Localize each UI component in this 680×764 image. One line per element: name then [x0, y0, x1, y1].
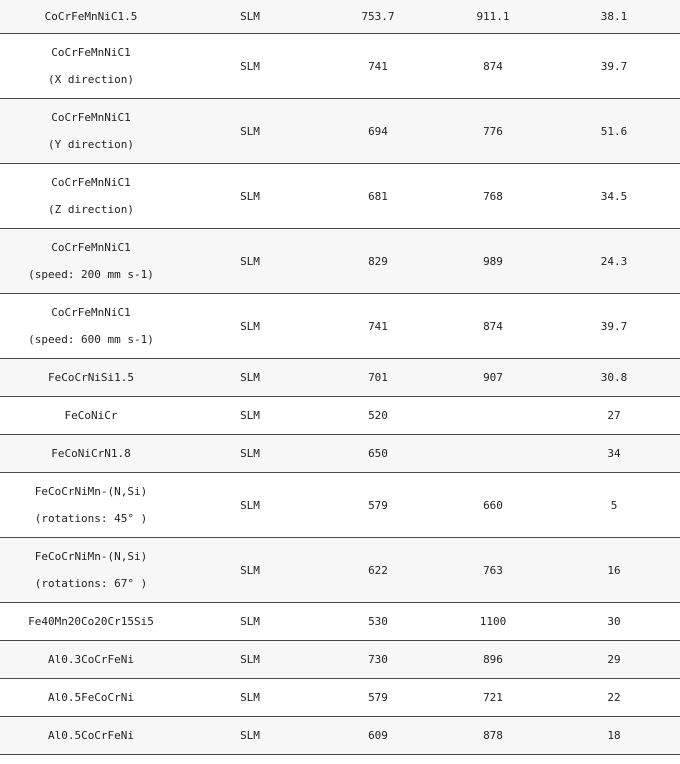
tensile-strength-cell [438, 397, 548, 435]
material-line: Fe40Mn20Co20Cr15Si5 [28, 615, 154, 628]
table-row [0, 229, 680, 294]
material-line: FeCoCrNiMn-(N,Si) [34, 550, 148, 563]
tensile-strength-cell: 768 [438, 164, 548, 229]
material-cell [0, 164, 182, 229]
material-cell [0, 641, 182, 679]
tensile-strength-cell [438, 435, 548, 473]
material-line: CoCrFeMnNiC1 [51, 111, 131, 124]
yield-strength-cell: 681 [318, 164, 438, 229]
yield-strength-cell: 650 [318, 435, 438, 473]
material-cell [0, 435, 182, 473]
material-line: CoCrFeMnNiC1 [51, 241, 131, 254]
table-row [0, 435, 680, 473]
tensile-strength-cell: 911.1 [438, 0, 548, 34]
table-row [0, 164, 680, 229]
material-cell [0, 34, 182, 99]
process-cell: SLM [182, 99, 318, 164]
yield-strength-cell: 579 [318, 473, 438, 538]
material-line: (rotations: 45° ) [34, 512, 148, 525]
material-cell [0, 603, 182, 641]
table-row [0, 717, 680, 755]
material-line: (speed: 600 mm s-1) [28, 333, 154, 346]
material-line: FeCoCrNiMn-(N,Si) [34, 485, 148, 498]
process-cell: SLM [182, 538, 318, 603]
material-cell [0, 473, 182, 538]
process-cell: SLM [182, 0, 318, 34]
process-cell: SLM [182, 435, 318, 473]
material-line: (rotations: 67° ) [34, 577, 148, 590]
table-row [0, 603, 680, 641]
table-row [0, 99, 680, 164]
elongation-cell: 18 [548, 717, 680, 755]
material-line: CoCrFeMnNiC1 [51, 176, 131, 189]
material-line: CoCrFeMnNiC1 [51, 306, 131, 319]
yield-strength-cell: 530 [318, 603, 438, 641]
tensile-strength-cell: 1100 [438, 603, 548, 641]
material-cell [0, 397, 182, 435]
elongation-cell: 16 [548, 538, 680, 603]
yield-strength-cell: 701 [318, 359, 438, 397]
process-cell: SLM [182, 473, 318, 538]
process-cell: SLM [182, 359, 318, 397]
tensile-strength-cell: 989 [438, 229, 548, 294]
elongation-cell: 38.1 [548, 0, 680, 34]
process-cell: SLM [182, 294, 318, 359]
process-cell: SLM [182, 603, 318, 641]
tensile-strength-cell: 776 [438, 99, 548, 164]
process-cell: SLM [182, 641, 318, 679]
material-cell [0, 294, 182, 359]
yield-strength-cell: 730 [318, 641, 438, 679]
elongation-cell: 24.3 [548, 229, 680, 294]
elongation-cell: 51.6 [548, 99, 680, 164]
material-cell [0, 229, 182, 294]
elongation-cell: 27 [548, 397, 680, 435]
yield-strength-cell: 520 [318, 397, 438, 435]
material-cell [0, 0, 182, 34]
yield-strength-cell: 741 [318, 34, 438, 99]
process-cell: SLM [182, 229, 318, 294]
table-row [0, 679, 680, 717]
material-cell [0, 538, 182, 603]
material-line: FeCoNiCrN1.8 [51, 447, 131, 460]
table-row [0, 538, 680, 603]
tensile-strength-cell: 907 [438, 359, 548, 397]
yield-strength-cell: 694 [318, 99, 438, 164]
material-line: Al0.5CoCrFeNi [47, 729, 135, 742]
material-line: (Z direction) [47, 203, 135, 216]
elongation-cell: 39.7 [548, 34, 680, 99]
elongation-cell: 39.7 [548, 294, 680, 359]
material-line: (Y direction) [47, 138, 135, 151]
material-line: Al0.5FeCoCrNi [47, 691, 135, 704]
process-cell: SLM [182, 717, 318, 755]
tensile-strength-cell: 874 [438, 34, 548, 99]
table-row [0, 0, 680, 34]
yield-strength-cell: 829 [318, 229, 438, 294]
table-row [0, 397, 680, 435]
elongation-cell: 30 [548, 603, 680, 641]
process-cell: SLM [182, 679, 318, 717]
table-row [0, 34, 680, 99]
elongation-cell: 34 [548, 435, 680, 473]
material-cell [0, 717, 182, 755]
yield-strength-cell: 622 [318, 538, 438, 603]
yield-strength-cell: 609 [318, 717, 438, 755]
table-row [0, 473, 680, 538]
material-line: (speed: 200 mm s-1) [28, 268, 154, 281]
tensile-strength-cell: 721 [438, 679, 548, 717]
tensile-strength-cell: 763 [438, 538, 548, 603]
process-cell: SLM [182, 34, 318, 99]
yield-strength-cell: 741 [318, 294, 438, 359]
process-cell: SLM [182, 397, 318, 435]
elongation-cell: 30.8 [548, 359, 680, 397]
table-row [0, 641, 680, 679]
material-cell [0, 99, 182, 164]
material-line: Al0.3CoCrFeNi [47, 653, 135, 666]
material-line: (X direction) [47, 73, 135, 86]
process-cell: SLM [182, 164, 318, 229]
material-line: FeCoNiCr [64, 409, 118, 422]
table-row [0, 359, 680, 397]
tensile-strength-cell: 896 [438, 641, 548, 679]
tensile-strength-cell: 874 [438, 294, 548, 359]
elongation-cell: 5 [548, 473, 680, 538]
elongation-cell: 34.5 [548, 164, 680, 229]
table-row [0, 294, 680, 359]
material-cell [0, 359, 182, 397]
tensile-strength-cell: 878 [438, 717, 548, 755]
yield-strength-cell: 579 [318, 679, 438, 717]
elongation-cell: 22 [548, 679, 680, 717]
material-cell [0, 679, 182, 717]
material-line: FeCoCrNiSi1.5 [47, 371, 135, 384]
material-line: CoCrFeMnNiC1.5 [44, 10, 138, 23]
tensile-strength-cell: 660 [438, 473, 548, 538]
elongation-cell: 29 [548, 641, 680, 679]
yield-strength-cell: 753.7 [318, 0, 438, 34]
material-line: CoCrFeMnNiC1 [51, 46, 131, 59]
